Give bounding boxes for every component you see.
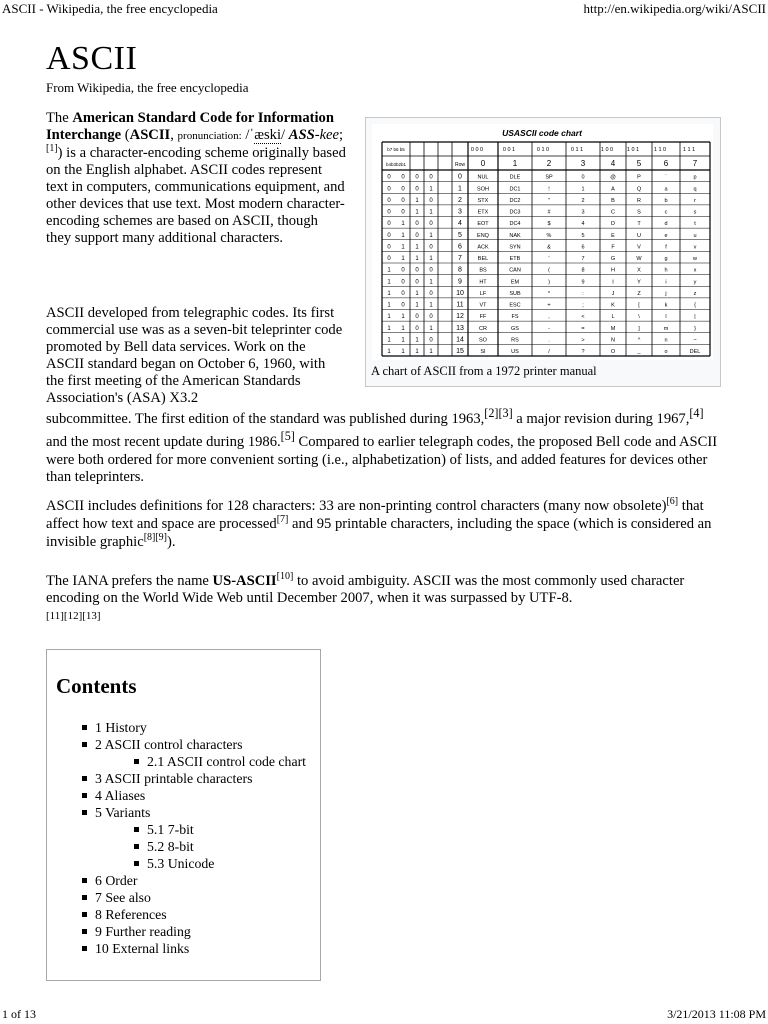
svg-text:.: . [548,337,550,344]
svg-text:!: ! [548,186,550,193]
svg-text:h: h [664,267,668,274]
toc-item[interactable]: 5.2 8-bit [133,838,317,855]
svg-text:1: 1 [415,209,419,216]
svg-text:g: g [664,256,668,263]
figure-thumbnail [365,117,721,387]
figure-caption: A chart of ASCII from a 1972 printer manual [371,364,597,378]
svg-text:FS: FS [511,314,519,321]
svg-text:i: i [665,279,667,286]
svg-text:DC2: DC2 [509,197,521,204]
svg-text:3: 3 [458,208,462,216]
svg-text:CR: CR [479,325,487,332]
p2-text-3: and the most recent update during 1986. [46,434,281,451]
svg-text:1: 1 [429,209,433,216]
svg-text:0: 0 [415,267,419,274]
paragraph-definitions [46,497,726,551]
ascii-chart-image[interactable] [372,124,713,360]
ref-link[interactable]: [10] [276,571,294,583]
svg-text:0: 0 [387,244,391,251]
svg-text:CAN: CAN [509,267,521,274]
svg-text:SOH: SOH [477,186,489,193]
lead-comma: , [170,127,174,143]
svg-text:1: 1 [387,290,391,297]
svg-text:15: 15 [456,348,464,356]
lead-full-name: American Standard Code for Information Interchange [46,110,334,143]
lead-the: The [46,110,73,126]
header-title: ASCII - Wikipedia, the free encyclopedia [2,1,218,16]
svg-text:2: 2 [546,159,552,168]
svg-text:(: ( [548,267,550,274]
svg-text:C: C [611,209,615,216]
svg-text:0: 0 [387,174,391,181]
svg-text:m: m [663,325,669,332]
svg-text:B: B [611,197,615,204]
svg-text:0: 0 [401,209,405,216]
toc-item[interactable]: 5 Variants [81,804,317,821]
svg-text:SI: SI [480,349,486,356]
pronunciation-label[interactable]: pronunciation: [177,130,242,142]
svg-text:GS: GS [511,325,519,332]
svg-text:NUL: NUL [477,174,489,181]
p3-text-2: that affect how text and space are processed [46,498,704,532]
p2-text-4: Compared to earlier telegraph codes, the proposed Bell code and ASCII were both ordered for more convenient sorting (i.e., alphabetization) of lists, and added features for devices other than teleprinters. [46,434,718,486]
svg-text:b4b3b2b1: b4b3b2b1 [385,162,407,167]
svg-text:P: P [637,174,641,181]
svg-text:r: r [694,197,696,204]
svg-text:1: 1 [429,349,433,356]
svg-text:{: { [694,302,696,309]
toc-item[interactable]: 4 Aliases [81,787,317,804]
svg-text:d: d [664,221,668,228]
svg-text:1: 1 [429,232,433,239]
svg-text:0 0 0: 0 0 0 [470,147,484,153]
svg-text:a: a [664,186,668,193]
respelling-stress: ASS [288,127,315,143]
svg-text:L: L [611,314,615,321]
svg-text:l: l [665,314,667,321]
svg-text:x: x [693,267,697,274]
svg-text:v: v [693,244,697,251]
svg-text:STX: STX [477,197,489,204]
svg-text:1: 1 [401,349,405,356]
svg-text:V: V [637,244,641,251]
svg-text:3: 3 [580,159,586,168]
svg-text:A: A [611,186,615,193]
svg-text:0: 0 [415,232,419,239]
svg-text:0 1 0: 0 1 0 [536,147,550,153]
svg-text:SP: SP [545,174,553,181]
respelling-rest: -kee [314,127,339,143]
ref-link[interactable]: [5] [280,429,295,444]
svg-text:1: 1 [387,279,391,286]
svg-text:SUB: SUB [509,290,521,297]
svg-text:DEL: DEL [689,349,701,356]
svg-text:1: 1 [429,186,433,193]
svg-text:q: q [693,186,697,193]
svg-text:1: 1 [401,221,405,228]
svg-text:5: 5 [636,159,642,168]
svg-text:7: 7 [692,159,698,168]
svg-text:/: / [548,349,550,356]
svg-text:p: p [693,174,697,181]
svg-text:D: D [611,221,615,228]
svg-text:Z: Z [637,290,641,297]
footer-datetime: 3/21/2013 11:08 PM [667,1007,766,1021]
svg-text:NAK: NAK [509,232,521,239]
svg-text:0: 0 [401,267,405,274]
svg-text:HT: HT [479,279,487,286]
svg-text:-: - [548,325,550,332]
p4-text-1: The IANA prefers the name [46,573,213,589]
svg-text:%: % [546,232,552,239]
svg-text:BS: BS [479,267,487,274]
svg-text:9: 9 [458,278,462,286]
svg-text:1: 1 [387,267,391,274]
svg-text:7: 7 [581,256,585,263]
svg-text:e: e [664,232,668,239]
svg-text:<: < [581,314,585,321]
page-title: ASCII [46,40,138,77]
svg-text:#: # [547,209,551,216]
toc-list [81,719,317,957]
svg-text:\: \ [638,314,640,321]
svg-text:0: 0 [415,186,419,193]
p2-text-1: subcommittee. The first edition of the standard was published during 1963, [46,410,485,427]
svg-text:0: 0 [401,279,405,286]
svg-text:S: S [637,209,641,216]
svg-text:E: E [611,232,615,239]
svg-text:1: 1 [401,232,405,239]
svg-text:1: 1 [581,186,585,193]
svg-text:0: 0 [387,232,391,239]
svg-text:1 0 0: 1 0 0 [600,147,614,153]
toc-title: Contents [56,674,137,698]
svg-text:0: 0 [458,173,462,181]
svg-text:SYN: SYN [509,244,521,251]
svg-text:1: 1 [387,325,391,332]
lead-abbr: ASCII [129,127,171,143]
ipa-start: /ˈ [241,127,255,143]
svg-text:I: I [612,279,614,286]
svg-text:*: * [547,290,551,297]
svg-text:1: 1 [512,159,518,168]
svg-text:ENQ: ENQ [477,232,489,239]
svg-text:4: 4 [610,159,616,168]
svg-text:5: 5 [581,232,585,239]
svg-text:12: 12 [456,313,464,321]
svg-text:6: 6 [581,244,585,251]
svg-text:1: 1 [387,337,391,344]
svg-text:1: 1 [415,349,419,356]
svg-text:0: 0 [387,209,391,216]
svg-text:f: f [665,244,667,251]
svg-text:US: US [511,349,519,356]
toc-item[interactable]: 9 Further reading [81,923,317,940]
svg-text:0: 0 [401,290,405,297]
svg-text:1: 1 [401,244,405,251]
svg-text:0: 0 [429,174,433,181]
svg-text:DLE: DLE [509,174,521,181]
svg-text:0: 0 [429,197,433,204]
svg-text:[: [ [638,302,640,309]
ref-link[interactable]: [1] [46,143,58,155]
svg-text:1: 1 [387,349,391,356]
p3-text-3: and 95 printable characters, including the space (which is considered an invisible graphic [46,516,712,550]
svg-text:t: t [694,221,696,228]
svg-text:Row: Row [454,162,466,168]
svg-text:0: 0 [415,174,419,181]
svg-text:j: j [665,290,667,297]
svg-text:H: H [611,267,615,274]
svg-text:F: F [611,244,615,251]
svg-text:Q: Q [636,186,642,193]
svg-text:VT: VT [479,302,487,309]
svg-text:@: @ [610,174,616,181]
paragraph-history: ASCII developed from telegraphic codes. Its first commercial use was as a seven-bit teleprinter code promoted by Bell data services. Work on the ASCII standard began on October 6, 1960, with the first meeting of the American Standards Association's (ASA) X3.2 [46,305,343,406]
svg-text:J: J [611,290,615,297]
svg-text:8: 8 [458,266,462,274]
svg-text:b: b [664,197,668,204]
toc-item[interactable]: 7 See also [81,889,317,906]
svg-text:$: $ [547,221,551,228]
svg-text:O: O [610,349,616,356]
toc-item[interactable]: 10 External links [81,940,317,957]
ref-link[interactable]: [8][9] [143,532,168,544]
svg-text:0: 0 [429,290,433,297]
table-of-contents [46,649,321,981]
svg-text:c: c [664,209,668,216]
svg-text:1: 1 [415,302,419,309]
svg-text:T: T [637,221,641,228]
svg-text:o: o [664,349,668,356]
svg-text:0: 0 [429,221,433,228]
svg-text:X: X [637,267,641,274]
svg-text:0: 0 [387,221,391,228]
svg-text:1: 1 [415,197,419,204]
svg-text:0: 0 [581,174,585,181]
p3-text-1: ASCII includes definitions for 128 characters: 33 are non-printing control characters (many now obsolete) [46,498,667,514]
svg-text:u: u [693,232,697,239]
svg-text:0: 0 [415,314,419,321]
svg-text:4: 4 [581,221,585,228]
svg-text:1: 1 [401,314,405,321]
svg-text:DC4: DC4 [509,221,521,228]
svg-text:EOT: EOT [477,221,489,228]
svg-text:': ' [548,256,550,263]
toc-item[interactable]: 1 History [81,719,317,736]
svg-text:R: R [637,197,641,204]
svg-text:": " [548,197,550,204]
svg-text:1 0 1: 1 0 1 [626,147,640,153]
svg-text:7: 7 [458,255,462,263]
toc-item[interactable]: 8 References [81,906,317,923]
lead-semicolon: ; [339,127,344,143]
svg-text:2: 2 [458,196,462,204]
svg-text:0: 0 [429,314,433,321]
svg-text:1: 1 [387,314,391,321]
svg-text:ETB: ETB [509,256,521,263]
svg-text:4: 4 [458,220,462,228]
paragraph-iana [46,573,726,625]
svg-text:0 0 1: 0 0 1 [502,147,516,153]
svg-text:0: 0 [401,174,405,181]
svg-text:M: M [610,325,616,332]
svg-text:k: k [664,302,668,309]
toc-item[interactable]: 2 ASCII control characters [81,736,317,753]
svg-text:0: 0 [401,197,405,204]
svg-text:RS: RS [511,337,519,344]
svg-text:]: ] [638,325,640,332]
svg-text:y: y [693,279,697,286]
svg-text:2: 2 [581,197,585,204]
svg-text:1 1 0: 1 1 0 [653,147,667,153]
svg-text:1: 1 [429,279,433,286]
svg-text:1: 1 [401,337,405,344]
footer-page-number: 1 of 13 [2,1007,36,1021]
svg-text:w: w [693,256,697,263]
svg-text:1: 1 [429,302,433,309]
svg-text:ESC: ESC [509,302,521,309]
toc-item[interactable]: 2.1 ASCII control code chart [133,753,317,770]
lead-paragraph [46,110,346,247]
svg-text::: : [582,290,584,297]
svg-text:,: , [548,314,550,321]
svg-text:G: G [610,256,616,263]
p2-text-2: a major revision during 1967, [512,410,690,427]
toc-item[interactable]: 3 ASCII printable characters [81,770,317,787]
svg-text:1: 1 [387,302,391,309]
svg-text:K: K [611,302,615,309]
svg-text:>: > [581,337,585,344]
svg-text:b7 b6 b5: b7 b6 b5 [387,147,405,152]
svg-text:SO: SO [479,337,487,344]
svg-text:ETX: ETX [477,209,489,216]
header-url[interactable]: http://en.wikipedia.org/wiki/ASCII [583,1,766,16]
print-header [0,0,768,18]
svg-text:0: 0 [429,267,433,274]
svg-text:1: 1 [458,185,462,193]
svg-text:s: s [693,209,697,216]
svg-text:1: 1 [415,337,419,344]
svg-text:0: 0 [401,302,405,309]
svg-text:n: n [664,337,668,344]
toc-item[interactable]: 6 Order [81,872,317,889]
ref-link[interactable]: [2][3] [484,406,513,420]
svg-text:LF: LF [479,290,487,297]
svg-text:1: 1 [429,256,433,263]
svg-text:1: 1 [401,325,405,332]
svg-text:0: 0 [387,197,391,204]
svg-text:1: 1 [401,256,405,263]
svg-text:): ) [548,279,550,286]
svg-text:1: 1 [429,325,433,332]
p4-text-2: to avoid ambiguity. ASCII was the most commonly used character encoding on the World Wide Web until December 2007, when it was surpassed by UTF-8. [46,573,685,606]
svg-text:6: 6 [458,243,462,251]
svg-text:1: 1 [415,256,419,263]
chart-title: USASCII code chart [502,128,582,138]
svg-text:EM: EM [510,279,520,286]
svg-text:BEL: BEL [477,256,489,263]
svg-text:1: 1 [415,290,419,297]
svg-text:0: 0 [387,186,391,193]
svg-text:0 1 1: 0 1 1 [570,147,584,153]
ref-link[interactable]: [11][12][13] [46,610,101,622]
lead-rest: ) is a character-encoding scheme originally based on the English alphabet. ASCII codes represent text in computers, communications equipment, and other devices that use text. Most modern character-encoding schemes are based on ASCII, though they support many additional characters. [46,145,346,246]
ref-link[interactable]: [4] [689,406,704,420]
p4-bold-name: US-ASCII [212,573,277,589]
svg-text:?: ? [581,349,585,356]
ipa-end: / [281,127,289,143]
svg-text:z: z [693,290,697,297]
svg-text:&: & [547,244,551,251]
svg-text:+: + [547,302,551,309]
svg-text:0: 0 [415,221,419,228]
svg-text:Y: Y [637,279,641,286]
svg-text:1: 1 [415,244,419,251]
svg-text:0: 0 [429,244,433,251]
svg-text:DC1: DC1 [509,186,521,193]
p3-text-4: ). [167,534,176,550]
paragraph-history-cont [46,405,726,487]
lead-paren-open: ( [121,127,130,143]
svg-text:|: | [694,314,696,321]
svg-text:=: = [581,325,585,332]
svg-text:11: 11 [456,301,464,309]
svg-text:W: W [636,256,642,263]
svg-text:;: ; [582,302,584,309]
page-subtitle: From Wikipedia, the free encyclopedia [46,80,249,95]
svg-text:0: 0 [480,159,486,168]
svg-text:N: N [611,337,615,344]
svg-text:`: ` [665,174,667,181]
svg-text:_: _ [637,349,641,356]
svg-text:1 1 1: 1 1 1 [682,147,696,153]
svg-text:0: 0 [401,186,405,193]
toc-item[interactable]: 5.1 7-bit [133,821,317,838]
svg-text:14: 14 [456,336,464,344]
svg-text:13: 13 [456,324,464,332]
print-footer [0,1006,768,1024]
svg-text:0: 0 [415,279,419,286]
svg-text:^: ^ [637,337,641,344]
svg-text:0: 0 [387,256,391,263]
svg-text:}: } [694,325,696,332]
svg-text:8: 8 [581,267,585,274]
toc-item[interactable]: 5.3 Unicode [133,855,317,872]
svg-text:DC3: DC3 [509,209,521,216]
ref-link[interactable]: [6] [666,496,679,508]
svg-text:10: 10 [456,289,464,297]
svg-text:0: 0 [415,325,419,332]
svg-text:ACK: ACK [477,244,489,251]
svg-text:5: 5 [458,231,462,239]
svg-text:3: 3 [581,209,585,216]
svg-text:U: U [637,232,641,239]
ref-link[interactable]: [7] [276,514,289,526]
svg-text:0: 0 [429,337,433,344]
svg-text:~: ~ [693,337,697,344]
svg-text:9: 9 [581,279,585,286]
svg-text:6: 6 [663,159,669,168]
svg-text:FF: FF [479,314,487,321]
ipa-dotted[interactable]: æski [254,127,282,143]
